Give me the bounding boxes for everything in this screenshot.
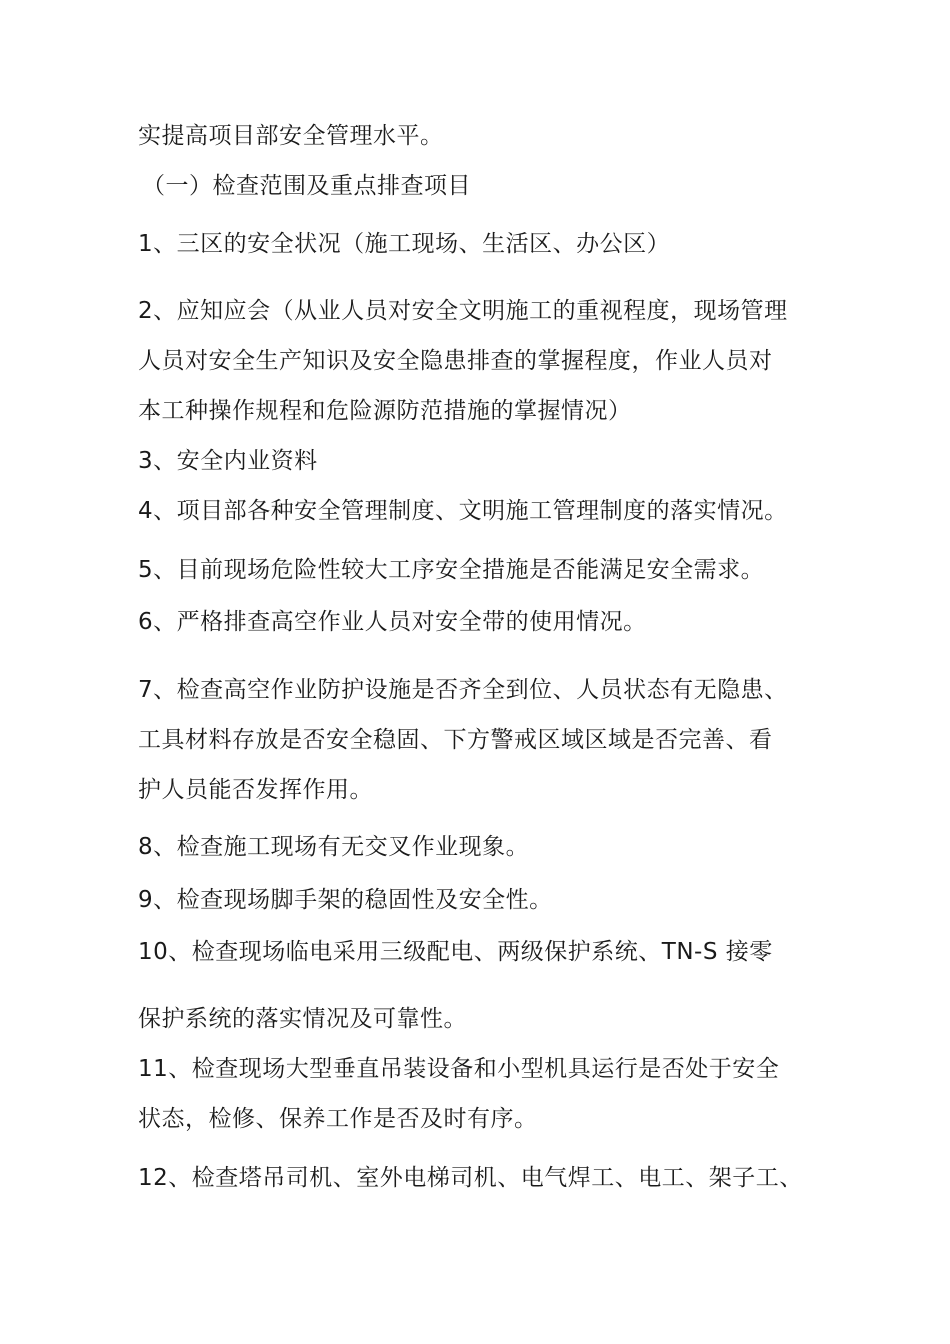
- list-item: 1、三区的安全状况（施工现场、生活区、办公区）: [138, 231, 671, 257]
- list-item-continuation: 护人员能否发挥作用。: [138, 777, 373, 803]
- list-item-continuation: 保护系统的落实情况及可靠性。: [138, 1006, 467, 1032]
- list-item: 3、安全内业资料: [138, 448, 318, 474]
- section-heading: （一）检查范围及重点排查项目: [142, 173, 471, 199]
- list-item: 4、项目部各种安全管理制度、文明施工管理制度的落实情况。: [138, 498, 788, 524]
- list-item: 11、检查现场大型垂直吊装设备和小型机具运行是否处于安全: [138, 1056, 780, 1082]
- list-item: 6、严格排查高空作业人员对安全带的使用情况。: [138, 609, 647, 635]
- list-item: 10、检查现场临电采用三级配电、两级保护系统、TN-S 接零: [138, 939, 773, 965]
- list-item: 12、检查塔吊司机、室外电梯司机、电气焊工、电工、架子工、: [138, 1165, 803, 1191]
- list-item: 2、应知应会（从业人员对安全文明施工的重视程度，现场管理: [138, 298, 788, 324]
- list-item: 5、目前现场危险性较大工序安全措施是否能满足安全需求。: [138, 557, 765, 583]
- list-item-continuation: 状态，检修、保养工作是否及时有序。: [138, 1106, 538, 1132]
- list-item-continuation: 人员对安全生产知识及安全隐患排查的掌握程度，作业人员对: [138, 348, 773, 374]
- list-item: 7、检查高空作业防护设施是否齐全到位、人员状态有无隐患、: [138, 677, 788, 703]
- list-item: 8、检查施工现场有无交叉作业现象。: [138, 834, 530, 860]
- list-item: 9、检查现场脚手架的稳固性及安全性。: [138, 887, 553, 913]
- list-item-continuation: 本工种操作规程和危险源防范措施的掌握情况）: [138, 398, 632, 424]
- paragraph-line: 实提高项目部安全管理水平。: [138, 123, 444, 149]
- list-item-continuation: 工具材料存放是否安全稳固、下方警戒区域区域是否完善、看: [138, 727, 773, 753]
